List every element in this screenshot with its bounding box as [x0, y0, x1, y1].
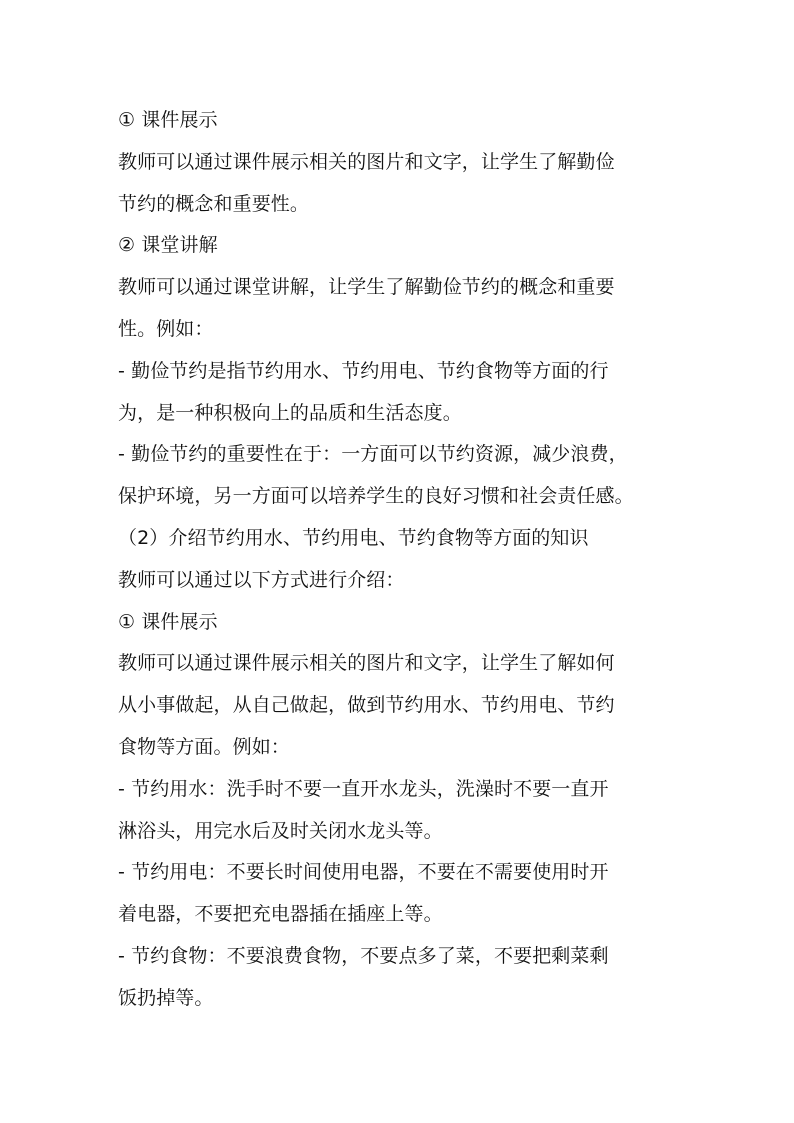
paragraph-line: 从小事做起，从自己做起，做到节约用水、节约用电、节约: [118, 694, 615, 717]
section-heading-courseware-1: ① 课件展示: [118, 109, 218, 131]
subsection-heading: （2）介绍节约用水、节约用电、节约食物等方面的知识: [118, 526, 589, 549]
paragraph-line: 节约的概念和重要性。: [118, 192, 310, 215]
paragraph-line: 保护环境，另一方面可以培养学生的良好习惯和社会责任感。: [118, 485, 634, 508]
section-heading-courseware-2: ① 课件展示: [118, 610, 218, 633]
bullet-line: - 节约用电：不要长时间使用电器，不要在不需要使用时开: [118, 861, 609, 884]
paragraph-line: 着电器，不要把充电器插在插座上等。: [118, 903, 443, 926]
document-body: [118, 100, 678, 1020]
bullet-line: - 节约食物：不要浪费食物，不要点多了菜，不要把剩菜剩: [118, 944, 609, 967]
paragraph-line: 教师可以通过课件展示相关的图片和文字，让学生了解如何: [118, 652, 615, 675]
paragraph-line: 教师可以通过课堂讲解，让学生了解勤俭节约的概念和重要: [118, 276, 615, 299]
bullet-line: - 节约用水：洗手时不要一直开水龙头，洗澡时不要一直开: [118, 777, 609, 800]
paragraph-line: 饭扔掉等。: [118, 986, 214, 1009]
paragraph-line: 性。例如：: [118, 317, 214, 340]
paragraph-line: 食物等方面。例如：: [118, 735, 290, 758]
paragraph-line: 教师可以通过以下方式进行介绍：: [118, 568, 405, 591]
bullet-line: - 勤俭节约的重要性在于：一方面可以节约资源，减少浪费，: [118, 443, 628, 466]
paragraph-line: 为，是一种积极向上的品质和生活态度。: [118, 401, 462, 424]
bullet-line: - 勤俭节约是指节约用水、节约用电、节约食物等方面的行: [118, 359, 609, 382]
section-heading-lecture: ② 课堂讲解: [118, 234, 218, 257]
paragraph-line: 淋浴头，用完水后及时关闭水龙头等。: [118, 819, 443, 842]
paragraph-line: 教师可以通过课件展示相关的图片和文字，让学生了解勤俭: [118, 150, 615, 173]
